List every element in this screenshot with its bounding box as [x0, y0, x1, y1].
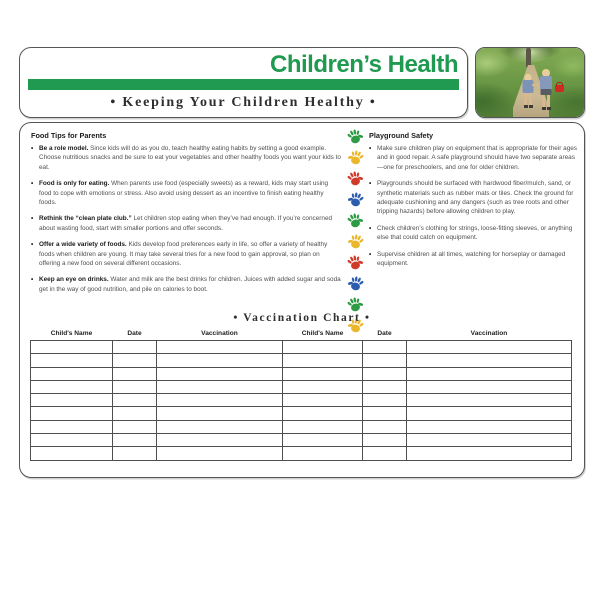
vaccination-table-cell [31, 420, 113, 433]
vaccination-table-cell [407, 354, 572, 367]
handprint-icon [347, 296, 364, 313]
food-tip-item [31, 240, 342, 268]
vaccination-table-cell [407, 394, 572, 407]
safety-item [369, 179, 577, 217]
vaccination-table-cell [283, 434, 363, 447]
vaccination-table-cell [31, 434, 113, 447]
vaccination-table-cell [407, 341, 572, 354]
playground-safety-list [369, 144, 577, 268]
safety-item [369, 250, 577, 269]
vaccination-table-cell [283, 354, 363, 367]
vaccination-table-cell [407, 380, 572, 393]
column-header: Vaccination [201, 330, 238, 337]
child-left [521, 74, 535, 110]
vaccination-table-cell [283, 447, 363, 460]
vaccination-table-cell [363, 407, 407, 420]
vaccination-table-cell [363, 434, 407, 447]
child-shirt [523, 80, 534, 93]
vaccination-table-row [31, 434, 572, 447]
column-header: Date [377, 330, 392, 337]
handprint-icon [347, 275, 364, 292]
vaccination-table-body [31, 341, 572, 461]
food-tips-section [31, 131, 342, 301]
handprint-icon [347, 149, 364, 166]
vaccination-table-cell [157, 407, 283, 420]
vaccination-table-cell [113, 341, 157, 354]
vaccination-table-cell [113, 367, 157, 380]
red-pail [555, 85, 564, 92]
vaccination-table-cell [407, 407, 572, 420]
safety-item [369, 224, 577, 243]
vaccination-table-cell [407, 447, 572, 460]
vaccination-table-cell [31, 341, 113, 354]
food-tip-text: Since kids will do as you do, teach healthy eating habits by setting a good example. Choose nutritious snacks and be sure to eat your vegetables and other healthy foods you want your kids to eat. [39, 145, 341, 171]
vaccination-table-cell [113, 447, 157, 460]
vaccination-table-cell [363, 354, 407, 367]
vaccination-table-cell [363, 420, 407, 433]
vaccination-table-cell [283, 380, 363, 393]
vaccination-table-cell [157, 434, 283, 447]
held-hands [532, 84, 539, 86]
handprint-icon [347, 212, 364, 229]
vaccination-table-cell [31, 394, 113, 407]
food-tip-text: Water and milk are the best drinks for children. Juices with added sugar and soda get in the way of good nutrition, and pile on calories to boot. [39, 276, 341, 293]
food-tip-item [31, 275, 342, 294]
children-walking-photo [476, 48, 584, 117]
vaccination-table-cell [283, 407, 363, 420]
vaccination-table-row [31, 367, 572, 380]
vaccination-table-cell [113, 420, 157, 433]
vaccination-table-cell [157, 341, 283, 354]
vaccination-table-header-row [31, 330, 572, 341]
vaccination-table-row [31, 447, 572, 460]
vaccination-table-cell [363, 367, 407, 380]
handprint-icon [347, 170, 364, 187]
food-tips-list [31, 144, 342, 294]
header-photo-frame [475, 47, 585, 118]
handprint-icon [347, 128, 364, 145]
vaccination-table-cell [113, 354, 157, 367]
food-tip-text: Let children stop eating when they’ve had enough. If you’re concerned about wasting food, start with smaller portions and offer seconds. [39, 215, 333, 232]
vaccination-table-cell [283, 394, 363, 407]
vaccination-table-cell [157, 380, 283, 393]
child-legs [524, 93, 532, 105]
child-right [539, 69, 554, 111]
vaccination-table-cell [157, 354, 283, 367]
vaccination-table-cell [113, 434, 157, 447]
vaccination-table-cell [113, 394, 157, 407]
handprint-icon [347, 233, 364, 250]
vaccination-table-row [31, 420, 572, 433]
vaccination-table-cell [363, 394, 407, 407]
vaccination-table-row [31, 407, 572, 420]
food-tip-item [31, 144, 342, 172]
child-legs [542, 95, 550, 107]
vaccination-table [30, 330, 572, 461]
vaccination-table-row [31, 394, 572, 407]
safety-text: Check children’s clothing for strings, loose-fitting sleeves, or anything else that could catch on equipment. [377, 224, 573, 242]
column-header: Vaccination [470, 330, 508, 337]
food-tip-lead: Rethink the “clean plate club.” [39, 215, 132, 223]
vaccination-table-cell [283, 420, 363, 433]
vaccination-table-cell [157, 367, 283, 380]
playground-safety-heading: Playground Safety [369, 131, 434, 140]
vaccination-table-cell [283, 341, 363, 354]
safety-text: Make sure children play on equipment that is appropriate for their ages and in good repair. A safe playground should have two separate areas—one for preschoolers, and one for older children. [377, 145, 577, 171]
food-tip-item [31, 179, 342, 207]
vaccination-table-row [31, 354, 572, 367]
vaccination-table-cell [407, 420, 572, 433]
safety-text: Playgrounds should be surfaced with hardwood fiber/mulch, sand, or synthetic materials such as rubber mats or tiles. Check the ground for adequate cushioning and any dangers (such as tree roots and other tripping hazards) before allowing children to play. [377, 180, 574, 216]
page-title: Children’s Health [270, 51, 458, 78]
masthead-panel [19, 47, 468, 118]
vaccination-table-cell [31, 447, 113, 460]
vaccination-table-cell [113, 407, 157, 420]
safety-item [369, 144, 577, 172]
vaccination-table-cell [157, 420, 283, 433]
safety-text: Supervise children at all times, watching for horseplay or damaged equipment. [377, 250, 566, 268]
vaccination-table-cell [31, 354, 113, 367]
column-header: Child's Name [50, 330, 93, 337]
handprint-icon [347, 191, 364, 208]
vaccination-table-cell [363, 380, 407, 393]
vaccination-table-cell [407, 434, 572, 447]
vaccination-table-cell [113, 380, 157, 393]
food-tip-text: When parents use food (especially sweets) as a reward, kids may start using food to cope with emotions or stress. Also avoid using dessert as an incentive to finish eating healthy foods. [39, 180, 329, 207]
vaccination-table-cell [407, 367, 572, 380]
vaccination-chart-title: • Vaccination Chart • [233, 312, 371, 324]
handprint-divider [344, 128, 366, 334]
vaccination-table-cell [283, 367, 363, 380]
vaccination-table-cell [157, 394, 283, 407]
food-tip-text: Kids develop food preferences early in life, so offer a variety of healthy foods when children are young. It may take several tries for a new food to gain approval, so plan on offering a new food on several different occasions. [39, 241, 328, 268]
vaccination-table-cell [31, 380, 113, 393]
food-tip-item [31, 214, 342, 233]
vaccination-table-cell [31, 407, 113, 420]
vaccination-table-cell [363, 341, 407, 354]
vaccination-table-row [31, 380, 572, 393]
accent-bar [28, 79, 459, 90]
vaccination-table-cell [157, 447, 283, 460]
food-tip-lead: Keep an eye on drinks. [39, 276, 109, 284]
vaccination-table-cell [31, 367, 113, 380]
handprint-icon [347, 254, 364, 271]
page-subtitle: • Keeping Your Children Healthy • [110, 95, 377, 110]
content-panel [19, 122, 585, 478]
vaccination-table-cell [363, 447, 407, 460]
vaccination-table-row [31, 341, 572, 354]
column-header: Date [127, 330, 142, 337]
food-tip-lead: Be a role model. [39, 145, 89, 152]
food-tips-heading: Food Tips for Parents [31, 131, 107, 140]
food-tip-lead: Offer a wide variety of foods. [39, 241, 127, 249]
food-tip-lead: Food is only for eating. [39, 180, 110, 188]
child-shirt [540, 76, 552, 90]
playground-safety-section [369, 131, 577, 275]
column-header: Child's Name [301, 330, 344, 337]
